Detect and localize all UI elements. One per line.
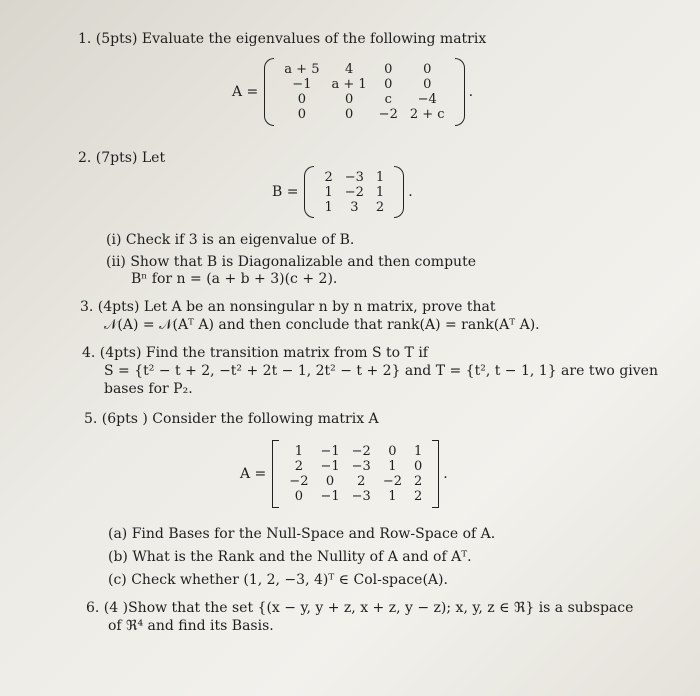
matrix-cell: 0 bbox=[297, 107, 307, 122]
matrix-cell: 2 bbox=[357, 474, 366, 489]
q5-part-b: (b) What is the Rank and the Nullity of A and of Aᵀ. bbox=[108, 549, 472, 565]
q5-matrix-grid bbox=[283, 444, 428, 504]
right-bracket bbox=[432, 440, 439, 508]
matrix-cell: 2 + c bbox=[409, 107, 445, 122]
matrix-cell: 0 bbox=[384, 62, 393, 77]
matrix-cell: 0 bbox=[297, 92, 307, 107]
q5-part-c: (c) Check whether (1, 2, −3, 4)ᵀ ∈ Col-space(A). bbox=[108, 572, 448, 588]
left-bracket bbox=[272, 440, 279, 508]
matrix-cell: −1 bbox=[292, 77, 312, 92]
matrix-cell: −1 bbox=[320, 444, 340, 459]
matrix-cell: −2 bbox=[382, 474, 402, 489]
matrix-cell: −1 bbox=[320, 459, 340, 474]
q2-matrix-lhs: B = bbox=[272, 184, 299, 200]
matrix-cell: 3 bbox=[350, 199, 359, 215]
matrix-cell: a + 5 bbox=[284, 62, 320, 77]
q2-part-i: (i) Check if 3 is an eigenvalue of B. bbox=[106, 232, 355, 248]
left-paren bbox=[304, 166, 314, 218]
q2-part-ii-formula: Bⁿ for n = (a + b + 3)(c + 2). bbox=[131, 271, 338, 287]
q4-line1: 4. (4pts) Find the transition matrix from S to T if bbox=[82, 345, 428, 361]
matrix-cell: 0 bbox=[423, 77, 432, 92]
matrix-cell: 2 bbox=[413, 474, 423, 489]
matrix-cell: 1 bbox=[324, 199, 333, 215]
matrix-cell: −2 bbox=[378, 107, 398, 122]
matrix-cell: 1 bbox=[413, 444, 423, 459]
matrix-cell: 1 bbox=[324, 184, 333, 200]
matrix-cell: 1 bbox=[294, 444, 304, 459]
q2-text: 2. (7pts) Let bbox=[78, 150, 166, 166]
matrix-cell: 2 bbox=[413, 489, 423, 504]
matrix-cell: −3 bbox=[344, 169, 364, 185]
matrix-cell: 0 bbox=[325, 474, 335, 489]
matrix-cell: 1 bbox=[375, 169, 385, 185]
matrix-cell: 2 bbox=[375, 199, 385, 215]
matrix-cell: −4 bbox=[417, 92, 437, 107]
q3-line1: 3. (4pts) Let A be an nonsingular n by n matrix, prove that bbox=[80, 299, 496, 315]
q2-matrix: B = 2 −3 1 1 −2 1 1 3 2 . bbox=[272, 166, 413, 218]
q6-line2: of ℜ⁴ and find its Basis. bbox=[108, 618, 274, 634]
q2-part-ii: (ii) Show that B is Diagonalizable and then compute bbox=[106, 254, 476, 270]
matrix-cell: 0 bbox=[423, 62, 432, 77]
matrix-cell: c bbox=[384, 92, 392, 107]
q6-line1: 6. (4 )Show that the set {(x − y, y + z, x + z, y − z); x, y, z ∈ ℜ} is a subspace bbox=[86, 600, 634, 616]
matrix-cell: 0 bbox=[294, 489, 304, 504]
q4-line2: S = {t² − t + 2, −t² + 2t − 1, 2t² − t + 2} and T = {t², t − 1, 1} are two given bbox=[104, 363, 658, 379]
matrix-cell: −1 bbox=[320, 489, 340, 504]
matrix-cell: 1 bbox=[388, 489, 397, 504]
q5-matrix-lhs: A = bbox=[240, 466, 267, 482]
matrix-cell: −2 bbox=[351, 444, 371, 459]
q3-line2: 𝒩(A) = 𝒩(Aᵀ A) and then conclude that rank(A) = rank(Aᵀ A). bbox=[104, 317, 540, 333]
matrix-cell: −2 bbox=[289, 474, 309, 489]
matrix-cell: 2 bbox=[324, 169, 333, 185]
matrix-cell: 0 bbox=[344, 107, 354, 122]
matrix-cell: 0 bbox=[388, 444, 397, 459]
matrix-cell: 4 bbox=[344, 62, 354, 77]
q1-matrix-lhs: A = bbox=[232, 84, 259, 100]
q4-line3: bases for P₂. bbox=[104, 381, 193, 397]
matrix-cell: −3 bbox=[351, 459, 371, 474]
matrix-cell: 1 bbox=[375, 184, 385, 200]
matrix-cell: 1 bbox=[388, 459, 397, 474]
q2-matrix-grid bbox=[318, 170, 390, 215]
q5-matrix: A = 1 −1 −2 0 1 2 −1 −3 1 0 −2 0 2 −2 2 0 −1 −3 1 2 . bbox=[240, 440, 448, 508]
matrix-cell: −3 bbox=[351, 489, 371, 504]
left-paren bbox=[264, 58, 274, 126]
matrix-cell: 0 bbox=[384, 77, 393, 92]
matrix-cell: a + 1 bbox=[331, 77, 367, 92]
right-paren bbox=[394, 166, 404, 218]
q1-matrix: A = a + 5 4 0 0 −1 a + 1 0 0 0 0 c −4 0 0 −2 2 + c . bbox=[232, 58, 473, 126]
q1-matrix-grid bbox=[278, 62, 450, 122]
q1-text: 1. (5pts) Evaluate the eigenvalues of the following matrix bbox=[78, 31, 487, 47]
matrix-cell: 2 bbox=[294, 459, 304, 474]
q5-part-a: (a) Find Bases for the Null-Space and Row-Space of A. bbox=[108, 526, 496, 542]
matrix-cell: 0 bbox=[344, 92, 354, 107]
matrix-cell: 0 bbox=[413, 459, 423, 474]
matrix-cell: −2 bbox=[344, 184, 364, 200]
right-paren bbox=[455, 58, 465, 126]
q5-text: 5. (6pts ) Consider the following matrix A bbox=[84, 411, 379, 427]
